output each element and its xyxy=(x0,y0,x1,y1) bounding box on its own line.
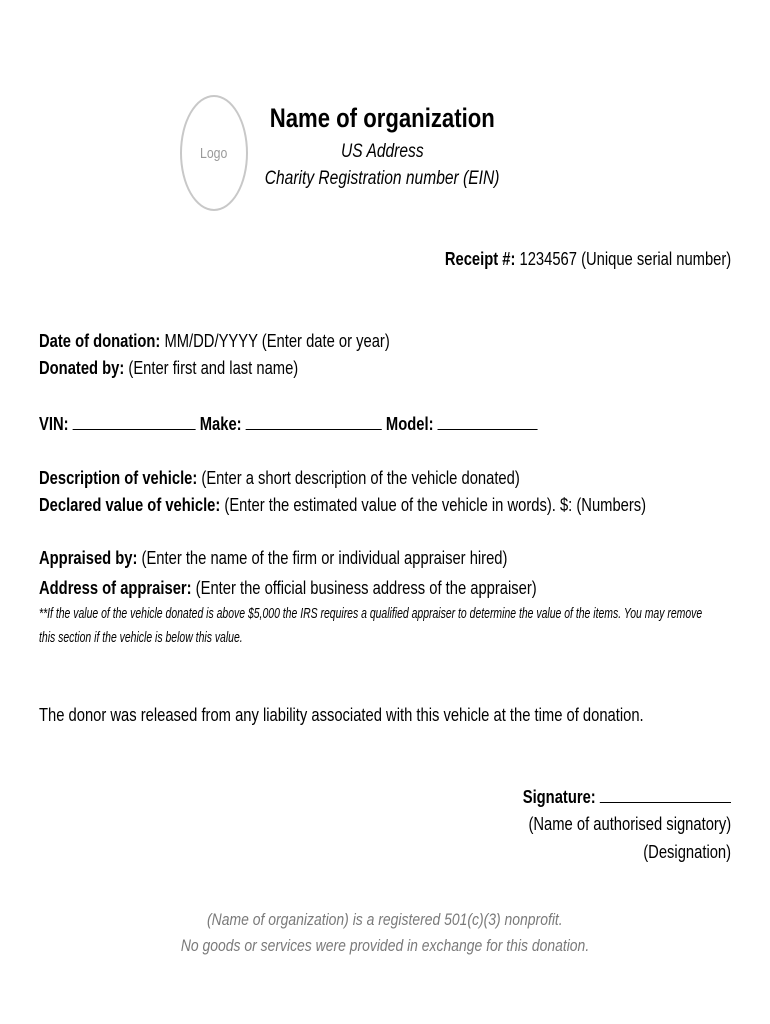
declared-value-text: (Enter the estimated value of the vehicle in words). $: (Numbers) xyxy=(224,495,647,515)
make-blank[interactable] xyxy=(246,411,382,430)
appraised-by-value: (Enter the name of the firm or individual appraiser hired) xyxy=(141,548,508,568)
description-value: (Enter a short description of the vehicle donated) xyxy=(201,468,520,488)
vin-blank[interactable] xyxy=(73,411,196,430)
footer-no-goods-statement: No goods or services were provided in exchange for this donation. xyxy=(180,936,590,955)
declared-value xyxy=(39,493,770,517)
date-label: Date of donation: xyxy=(39,331,161,351)
organization-address: US Address xyxy=(340,141,424,162)
liability-statement: The donor was released from any liability associated with this vehicle at the time of donation. xyxy=(39,705,644,725)
model-blank[interactable] xyxy=(438,411,538,430)
vehicle-identification-row xyxy=(39,411,647,436)
appraisal-note-line2: this section if the vehicle is below this value. xyxy=(39,630,243,646)
receipt-number xyxy=(382,247,731,271)
description-label: Description of vehicle: xyxy=(39,468,198,488)
receipt-value: 1234567 (Unique serial number) xyxy=(519,249,731,269)
date-value: MM/DD/YYYY (Enter date or year) xyxy=(164,331,390,351)
appraisal-note-line1: **If the value of the vehicle donated is above $5,000 the IRS requires a qualified appraiser to determine the value of the items. You may remove xyxy=(39,606,703,622)
organization-ein: Charity Registration number (EIN) xyxy=(264,168,500,189)
signature-blank[interactable] xyxy=(600,784,731,803)
appraiser-address-value: (Enter the official business address of the appraiser) xyxy=(195,578,537,598)
receipt-label: Receipt #: xyxy=(444,249,516,269)
signature-label: Signature: xyxy=(522,787,596,807)
vehicle-description xyxy=(39,466,625,490)
declared-value-label: Declared value of vehicle: xyxy=(39,495,221,515)
make-label: Make: xyxy=(199,414,242,434)
donor-value: (Enter first and last name) xyxy=(128,358,299,378)
signatory-name: (Name of authorised signatory) xyxy=(528,814,731,834)
date-of-donation xyxy=(39,329,467,353)
appraiser-address-label: Address of appraiser: xyxy=(39,578,192,598)
footer-nonprofit-statement: (Name of organization) is a registered 501(c)(3) nonprofit. xyxy=(207,910,563,929)
donor-label: Donated by: xyxy=(39,358,125,378)
organization-name: Name of organization xyxy=(269,103,495,133)
logo-label: Logo xyxy=(200,144,228,162)
appraised-by xyxy=(39,546,610,570)
vin-label: VIN: xyxy=(39,414,69,434)
signature-line xyxy=(477,784,731,809)
model-label: Model: xyxy=(385,414,434,434)
appraiser-address xyxy=(39,576,646,600)
donated-by xyxy=(39,356,355,380)
signatory-designation: (Designation) xyxy=(643,842,731,862)
appraised-by-label: Appraised by: xyxy=(39,548,138,568)
